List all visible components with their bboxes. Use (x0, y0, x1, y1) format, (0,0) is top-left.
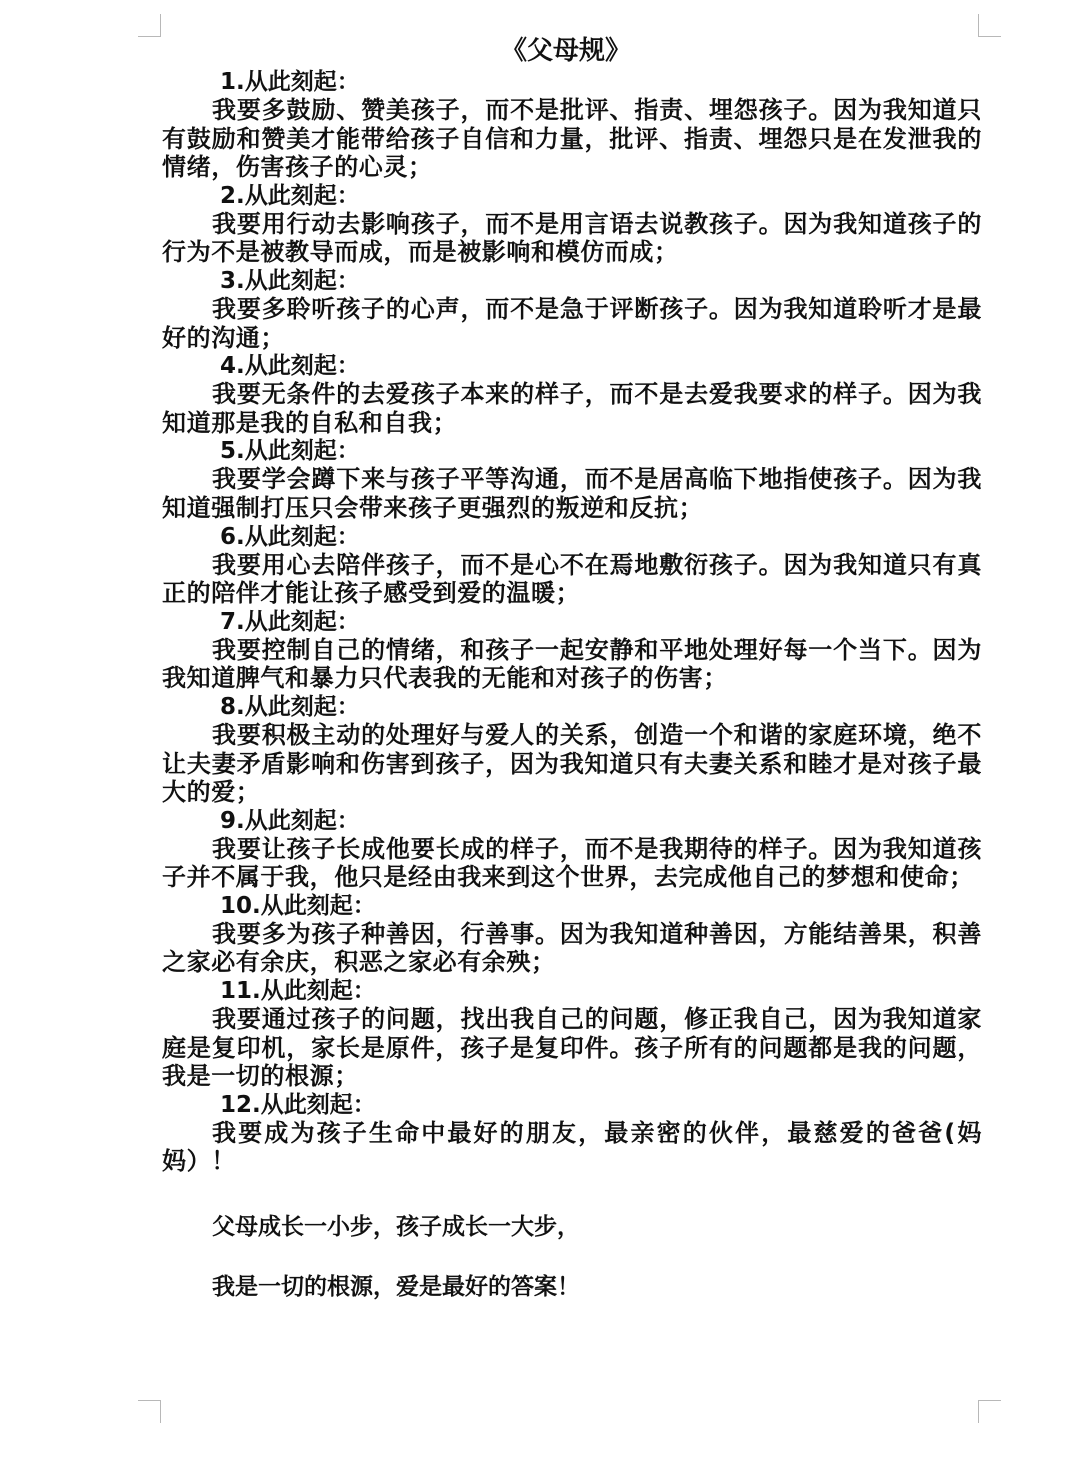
rule-section (162, 693, 982, 807)
rule-text: 我要用心去陪伴孩子，而不是心不在焉地敷衍孩子。因为我知道只有真正的陪伴才能让孩子感受到爱的温暖； (162, 550, 982, 608)
rule-text: 我要学会蹲下来与孩子平等沟通，而不是居高临下地指使孩子。因为我知道强制打压只会带来孩子更强烈的叛逆和反抗； (162, 465, 982, 522)
rule-text: 我要用行动去影响孩子，而不是用言语去说教孩子。因为我知道孩子的行为不是被教导而成，而是被影响和模仿而成； (162, 209, 982, 267)
document-body (162, 34, 982, 1302)
rule-text: 我要积极主动的处理好与爱人的关系，创造一个和谐的家庭环境，绝不让夫妻矛盾影响和伤害到孩子，因为我知道只有夫妻关系和睦才是对孩子最大的爱； (162, 720, 982, 807)
rule-section (162, 68, 982, 182)
document-title: 《父母规》 (500, 36, 631, 66)
rule-text: 我要多为孩子种善因，行善事。因为我知道种善因，方能结善果，积善之家必有余庆，积恶之家必有余殃； (162, 919, 982, 977)
rule-heading: 12.从此刻起： (220, 1091, 376, 1118)
rule-text: 我要成为孩子生命中最好的朋友，最亲密的伙伴，最慈爱的爸爸(妈妈）！ (162, 1118, 982, 1176)
page-corner-mark-top-left (138, 14, 161, 37)
rule-section (162, 267, 982, 352)
rule-heading: 1.从此刻起： (220, 69, 360, 95)
rule-section (162, 437, 982, 522)
rule-heading: 9.从此刻起： (220, 807, 360, 834)
rule-heading: 8.从此刻起： (220, 693, 360, 720)
rule-text: 我要控制自己的情绪，和孩子一起安静和平地处理好每一个当下。因为我知道脾气和暴力只代表我的无能和对孩子的伤害； (162, 635, 982, 693)
rule-text: 我要多聆听孩子的心声，而不是急于评断孩子。因为我知道聆听才是最好的沟通； (162, 294, 982, 352)
rules-list (162, 68, 982, 1176)
rule-heading: 4.从此刻起： (220, 353, 360, 380)
rule-heading: 2.从此刻起： (220, 182, 360, 209)
rule-section (162, 352, 982, 437)
rule-heading: 7.从此刻起： (220, 608, 360, 635)
rule-heading: 3.从此刻起： (220, 267, 360, 294)
closing-line-1: 父母成长一小步，孩子成长一大步， (212, 1214, 580, 1241)
rule-text: 我要多鼓励、赞美孩子，而不是批评、指责、埋怨孩子。因为我知道只有鼓励和赞美才能带给孩子自信和力量，批评、指责、埋怨只是在发泄我的情绪，伤害孩子的心灵； (162, 96, 982, 182)
closing-line-2: 我是一切的根源，爱是最好的答案！ (212, 1274, 580, 1301)
rule-text: 我要让孩子长成他要长成的样子，而不是我期待的样子。因为我知道孩子并不属于我，他只是经由我来到这个世界，去完成他自己的梦想和使命； (162, 834, 982, 892)
rule-section (162, 892, 982, 977)
rule-heading: 5.从此刻起： (220, 438, 360, 465)
rule-text: 我要无条件的去爱孩子本来的样子，而不是去爱我要求的样子。因为我知道那是我的自私和自我； (162, 380, 982, 437)
rule-heading: 10.从此刻起： (220, 892, 376, 919)
rule-text: 我要通过孩子的问题，找出我自己的问题，修正我自己，因为我知道家庭是复印机，家长是原件，孩子是复印件。孩子所有的问题都是我的问题，我是一切的根源； (162, 1005, 982, 1091)
rule-section (162, 608, 982, 693)
rule-section (162, 523, 982, 608)
rule-section (162, 977, 982, 1091)
page-corner-mark-bottom-right (978, 1400, 1001, 1423)
rule-section (162, 1091, 982, 1176)
rule-heading: 11.从此刻起： (220, 978, 376, 1005)
page-corner-mark-bottom-left (138, 1400, 161, 1423)
rule-section (162, 182, 982, 267)
rule-section (162, 807, 982, 892)
rule-heading: 6.从此刻起： (220, 523, 360, 550)
